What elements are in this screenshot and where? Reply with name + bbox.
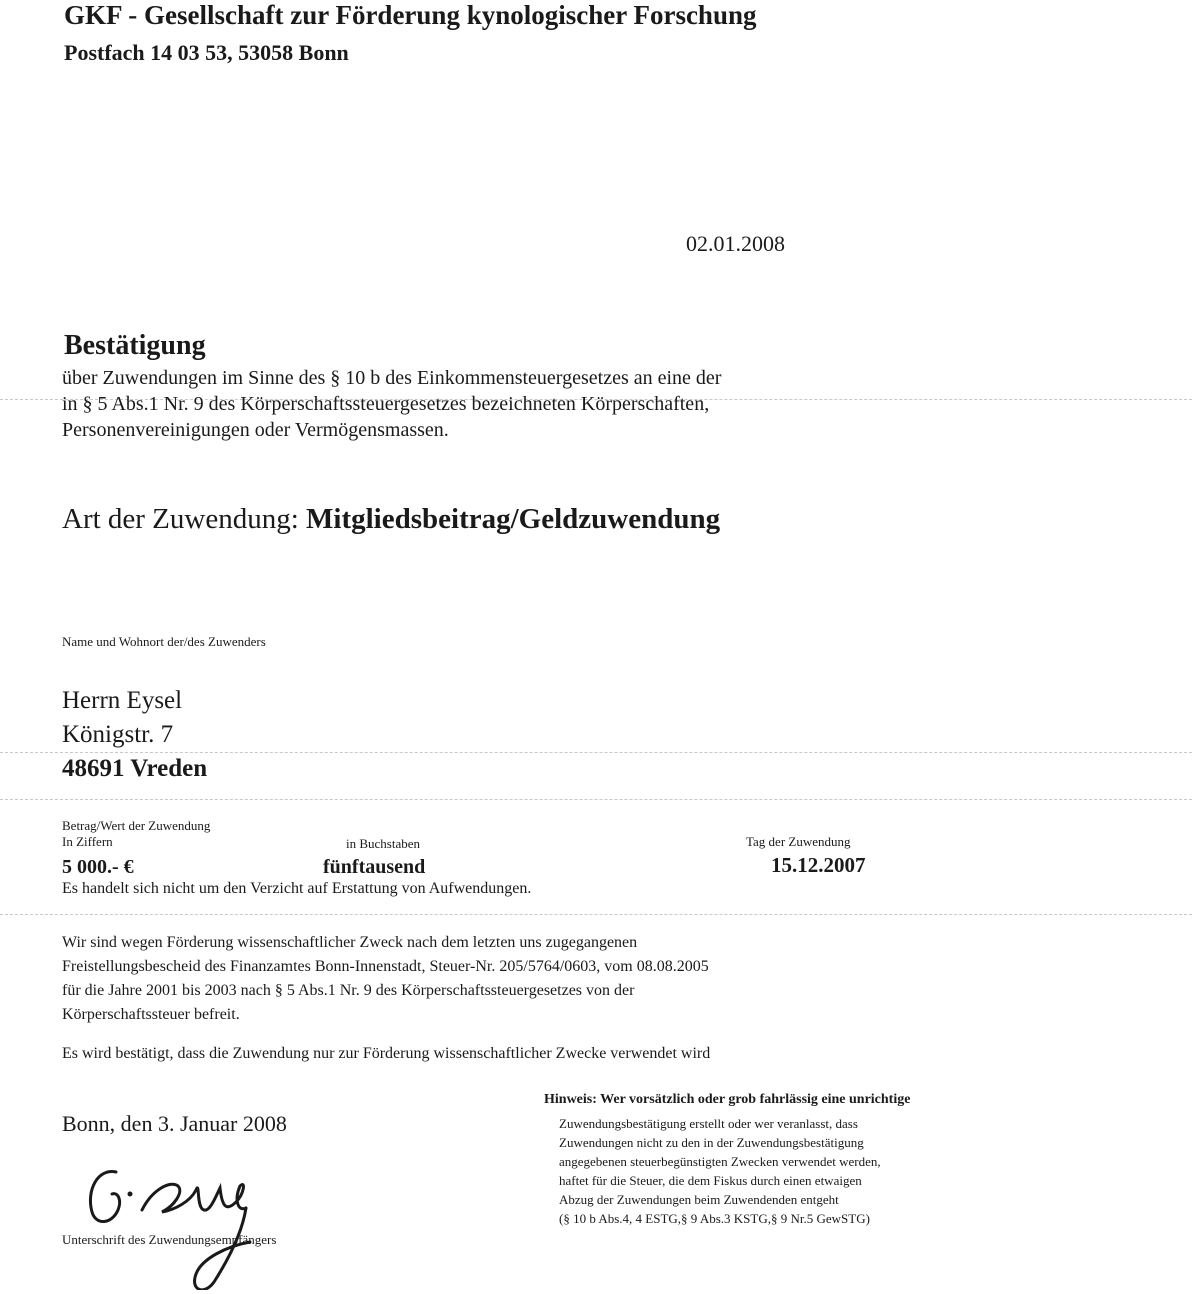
donation-date-label: Tag der Zuwendung [746, 834, 851, 849]
donation-type-label: Art der Zuwendung: [62, 503, 299, 535]
donation-date: 15.12.2007 [771, 853, 866, 877]
signature-label: Unterschrift des Zuwendungsempfängers [62, 1232, 277, 1247]
donor-street: Königstr. 7 [62, 721, 174, 748]
tax-exemption-statement [62, 931, 882, 1027]
amount-label-line2: In Ziffern [62, 834, 113, 849]
amount-label [62, 818, 210, 850]
confirmation-text [62, 365, 862, 443]
hint-heading: Hinweis: Wer vorsätzlich oder grob fahrlässig eine unrichtige [544, 1092, 911, 1107]
donation-type [62, 503, 720, 536]
scan-line [0, 799, 1192, 800]
confirmation-line: in § 5 Abs.1 Nr. 9 des Körperschaftssteuergesetzes bezeichneten Körperschaften, [62, 393, 710, 415]
donor-block [62, 684, 207, 786]
hint-text [559, 1114, 959, 1228]
organization-address: Postfach 14 03 53, 53058 Bonn [64, 40, 349, 65]
donor-city: 48691 Vreden [62, 755, 208, 782]
donation-type-value: Mitgliedsbeitrag/Geldzuwendung [306, 503, 721, 535]
hint-line: haftet für die Steuer, die dem Fiskus durch einen etwaigen [559, 1173, 862, 1188]
exemption-line: Wir sind wegen Förderung wissenschaftlicher Zweck nach dem letzten uns zugegangenen [62, 934, 638, 951]
hint-line: Zuwendungen nicht zu den in der Zuwendungsbestätigung [559, 1135, 864, 1150]
handwritten-signature [78, 1150, 278, 1290]
hint-line: (§ 10 b Abs.4, 4 ESTG,§ 9 Abs.3 KSTG,§ 9 Nr.5 GewSTG) [559, 1211, 870, 1226]
no-waiver-statement: Es handelt sich nicht um den Verzicht auf Erstattung von Aufwendungen. [62, 880, 532, 897]
hint-line: angegebenen steuerbegünstigten Zwecken verwendet werden, [559, 1154, 881, 1169]
document-date: 02.01.2008 [686, 231, 785, 256]
confirmation-line: Personenvereinigungen oder Vermögensmassen. [62, 419, 449, 441]
amount-digits: 5 000.- € [62, 856, 134, 878]
exemption-line: Körperschaftssteuer befreit. [62, 1006, 240, 1023]
place-and-date: Bonn, den 3. Januar 2008 [62, 1111, 287, 1136]
hint-line: Zuwendungsbestätigung erstellt oder wer veranlasst, dass [559, 1116, 858, 1131]
hint-line: Abzug der Zuwendungen beim Zuwendenden entgeht [559, 1192, 839, 1207]
amount-words-label: in Buchstaben [346, 836, 421, 851]
donor-name: Herrn Eysel [62, 687, 183, 714]
confirmation-title: Bestätigung [64, 330, 206, 361]
confirmation-line: über Zuwendungen im Sinne des § 10 b des Einkommensteuergesetzes an eine der [62, 367, 722, 389]
exemption-line: für die Jahre 2001 bis 2003 nach § 5 Abs.1 Nr. 9 des Körperschaftssteuergesetzes von der [62, 982, 635, 999]
amount-words: fünftausend [323, 856, 426, 878]
donor-label: Name und Wohnort der/des Zuwenders [62, 634, 266, 649]
scan-line [0, 914, 1192, 915]
purpose-confirmation: Es wird bestätigt, dass die Zuwendung nur zur Förderung wissenschaftlicher Zwecke verwendet wird [62, 1045, 711, 1062]
organization-name: GKF - Gesellschaft zur Förderung kynologischer Forschung [64, 0, 757, 30]
exemption-line: Freistellungsbescheid des Finanzamtes Bonn-Innenstadt, Steuer-Nr. 205/5764/0603, vom 08.08.2005 [62, 958, 709, 975]
amount-label-line1: Betrag/Wert der Zuwendung [62, 818, 211, 833]
